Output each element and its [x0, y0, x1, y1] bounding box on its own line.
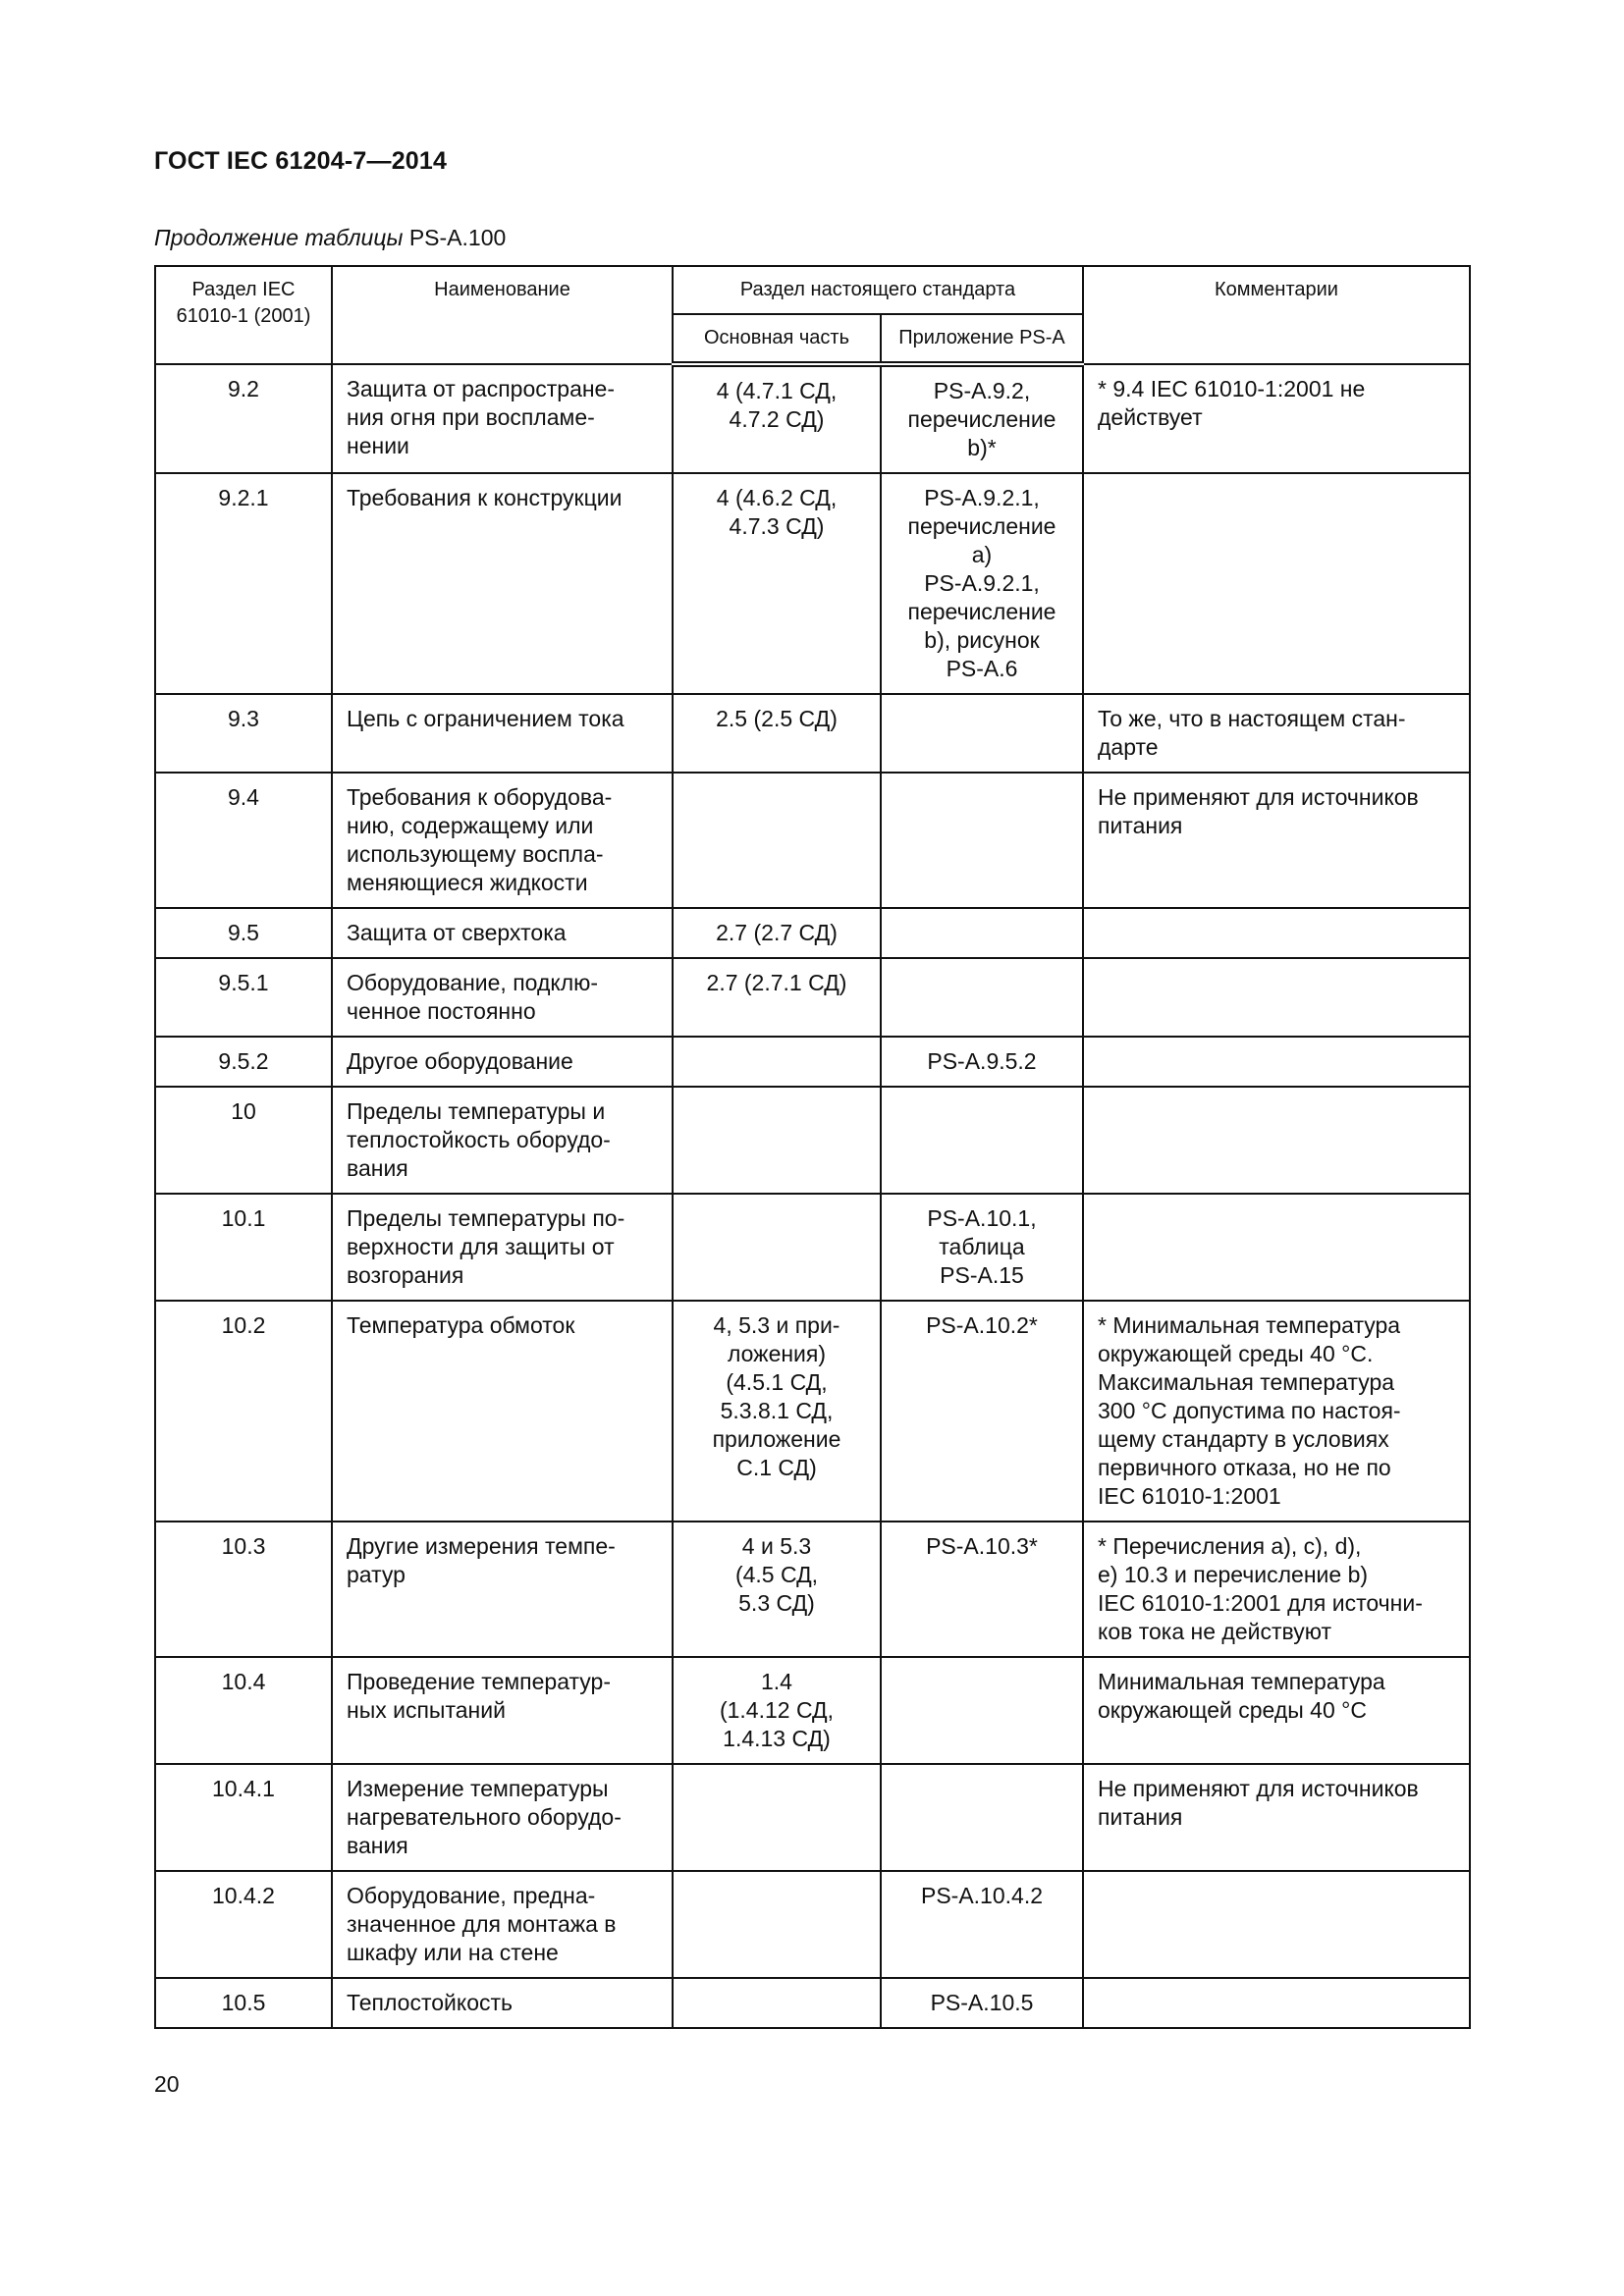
cell-main-part: 2.5 (2.5 СД): [673, 694, 881, 773]
cell-section: 10.3: [155, 1522, 332, 1657]
cell-comment: [1083, 1194, 1470, 1301]
cell-name: Защита от распростране- ния огня при воспламе- нении: [332, 364, 673, 473]
cell-section: 10.4.2: [155, 1871, 332, 1978]
cell-annex: PS-A.9.5.2: [881, 1037, 1083, 1087]
cell-annex: [881, 694, 1083, 773]
cell-main-part: [673, 1871, 881, 1978]
cell-name: Требования к конструкции: [332, 473, 673, 694]
cell-annex: PS-A.10.3*: [881, 1522, 1083, 1657]
cell-name: Пределы температуры и теплостойкость оборудо- вания: [332, 1087, 673, 1194]
cell-name: Оборудование, подклю- ченное постоянно: [332, 958, 673, 1037]
cell-annex: [881, 1764, 1083, 1871]
cell-name: Другое оборудование: [332, 1037, 673, 1087]
document-header: ГОСТ IEC 61204-7—2014: [154, 147, 448, 175]
cell-section: 10.4: [155, 1657, 332, 1764]
table-row: [155, 1037, 1470, 1087]
table-row: [155, 1978, 1470, 2028]
cell-comment: То же, что в настоящем стан- дарте: [1083, 694, 1470, 773]
header-annex: Приложение PS-A: [881, 314, 1083, 364]
cell-annex: [881, 1087, 1083, 1194]
cell-section: 9.4: [155, 773, 332, 908]
cell-comment: Не применяют для источников питания: [1083, 1764, 1470, 1871]
header-comments: Комментарии: [1083, 266, 1470, 364]
cell-main-part: 1.4 (1.4.12 СД, 1.4.13 СД): [673, 1657, 881, 1764]
cell-name: Оборудование, предна- значенное для монтажа в шкафу или на стене: [332, 1871, 673, 1978]
caption-table-ref: PS-A.100: [403, 225, 507, 250]
cell-main-part: [673, 773, 881, 908]
cell-comment: * 9.4 IEC 61010-1:2001 не действует: [1083, 364, 1470, 473]
table-row: [155, 364, 1470, 473]
cell-main-part: [673, 1764, 881, 1871]
cell-main-part: 4, 5.3 и при- ложения) (4.5.1 СД, 5.3.8.1 СД, приложение С.1 СД): [673, 1301, 881, 1522]
cell-name: Температура обмоток: [332, 1301, 673, 1522]
table-row: [155, 694, 1470, 773]
cell-main-part: [673, 1037, 881, 1087]
cell-section: 9.3: [155, 694, 332, 773]
cell-name: Требования к оборудова- нию, содержащему или использующему воспла- меняющиеся жидкости: [332, 773, 673, 908]
cell-section: 9.2: [155, 364, 332, 473]
table-row: [155, 1871, 1470, 1978]
cell-section: 10.2: [155, 1301, 332, 1522]
cell-main-part: 4 (4.7.1 СД, 4.7.2 СД): [673, 364, 881, 473]
cell-name: Цепь с ограничением тока: [332, 694, 673, 773]
cell-section: 10.1: [155, 1194, 332, 1301]
table-row: [155, 1301, 1470, 1522]
cell-annex: PS-A.9.2.1, перечисление а) PS-A.9.2.1, перечисление b), рисунок PS-A.6: [881, 473, 1083, 694]
cell-section: 9.5.2: [155, 1037, 332, 1087]
cell-name: Теплостойкость: [332, 1978, 673, 2028]
cell-annex: PS-A.9.2, перечисление b)*: [881, 364, 1083, 473]
cell-name: Проведение температур- ных испытаний: [332, 1657, 673, 1764]
cell-section: 10: [155, 1087, 332, 1194]
cell-section: 9.5: [155, 908, 332, 958]
cell-name: Пределы температуры по- верхности для защиты от возгорания: [332, 1194, 673, 1301]
cell-section: 10.4.1: [155, 1764, 332, 1871]
cell-comment: [1083, 473, 1470, 694]
cell-comment: [1083, 1087, 1470, 1194]
page-number: 20: [154, 2071, 180, 2097]
table-row: [155, 1522, 1470, 1657]
cell-section: 9.5.1: [155, 958, 332, 1037]
cell-comment: Минимальная температура окружающей среды 40 °С: [1083, 1657, 1470, 1764]
cell-main-part: 4 и 5.3 (4.5 СД, 5.3 СД): [673, 1522, 881, 1657]
cell-annex: PS-A.10.1, таблица PS-A.15: [881, 1194, 1083, 1301]
cell-comment: * Перечисления а), с), d), е) 10.3 и перечисление b) IEC 61010-1:2001 для источни- ков тока не действуют: [1083, 1522, 1470, 1657]
header-main-part: Основная часть: [673, 314, 881, 364]
cell-name: Измерение температуры нагревательного оборудо- вания: [332, 1764, 673, 1871]
cell-comment: [1083, 1037, 1470, 1087]
cell-comment: * Минимальная температура окружающей среды 40 °С. Максимальная температура 300 °С допустима по настоя- щему стандарту в условиях первичного отказа, но не по IEC 61010-1:2001: [1083, 1301, 1470, 1522]
header-standard-section: Раздел настоящего стандарта: [673, 266, 1083, 314]
requirements-table: [154, 265, 1471, 2029]
cell-main-part: 4 (4.6.2 СД, 4.7.3 СД): [673, 473, 881, 694]
cell-annex: PS-A.10.2*: [881, 1301, 1083, 1522]
table-row: [155, 958, 1470, 1037]
cell-main-part: 2.7 (2.7.1 СД): [673, 958, 881, 1037]
cell-annex: PS-A.10.5: [881, 1978, 1083, 2028]
table-row: [155, 1657, 1470, 1764]
table-row: [155, 1194, 1470, 1301]
cell-section: 9.2.1: [155, 473, 332, 694]
cell-main-part: 2.7 (2.7 СД): [673, 908, 881, 958]
cell-section: 10.5: [155, 1978, 332, 2028]
cell-main-part: [673, 1087, 881, 1194]
cell-main-part: [673, 1978, 881, 2028]
cell-annex: [881, 958, 1083, 1037]
cell-comment: [1083, 1871, 1470, 1978]
header-section: Раздел IEC 61010-1 (2001): [155, 266, 332, 364]
cell-annex: [881, 908, 1083, 958]
cell-comment: [1083, 958, 1470, 1037]
table-row: [155, 773, 1470, 908]
table-row: [155, 1087, 1470, 1194]
table-row: [155, 1764, 1470, 1871]
cell-comment: [1083, 1978, 1470, 2028]
caption-prefix: Продолжение таблицы: [154, 225, 404, 250]
cell-name: Другие измерения темпе- ратур: [332, 1522, 673, 1657]
table-caption: [154, 225, 506, 251]
cell-annex: [881, 1657, 1083, 1764]
header-name: Наименование: [332, 266, 673, 364]
cell-comment: Не применяют для источников питания: [1083, 773, 1470, 908]
table-body: [155, 364, 1470, 2028]
cell-annex: [881, 773, 1083, 908]
cell-comment: [1083, 908, 1470, 958]
table-row: [155, 908, 1470, 958]
cell-annex: PS-A.10.4.2: [881, 1871, 1083, 1978]
cell-main-part: [673, 1194, 881, 1301]
cell-name: Защита от сверхтока: [332, 908, 673, 958]
table-row: [155, 473, 1470, 694]
